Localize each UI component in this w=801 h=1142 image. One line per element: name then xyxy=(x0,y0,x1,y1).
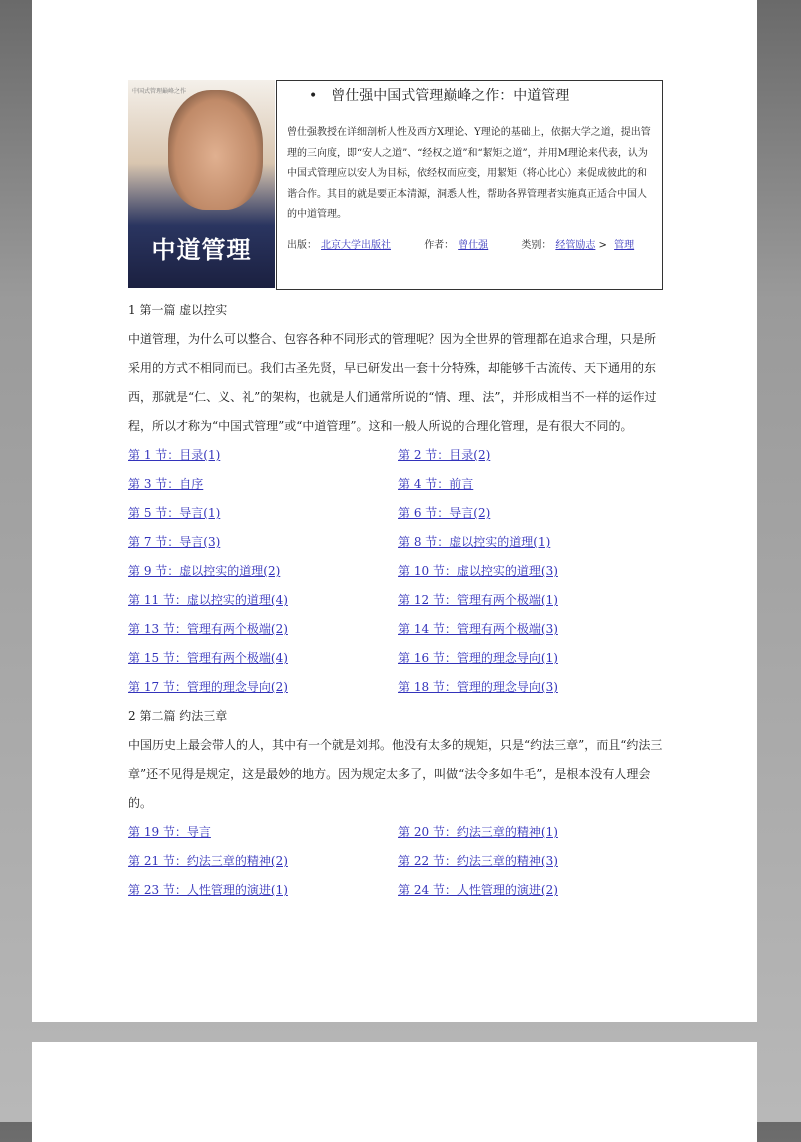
section-heading: 2 第二篇 约法三章 xyxy=(128,709,228,723)
category-label: 类别： xyxy=(521,239,552,251)
category-separator: > xyxy=(595,239,611,251)
chapter-link[interactable]: 第 11 节：虚以控实的道理(4) xyxy=(128,593,288,607)
author-label: 作者： xyxy=(424,239,455,251)
publisher-link[interactable]: 北京大学出版社 xyxy=(321,239,391,251)
book-cover-image xyxy=(128,80,275,288)
cover-title: 中道管理 xyxy=(151,235,252,264)
chapter-link[interactable]: 第 20 节：约法三章的精神(1) xyxy=(398,825,558,839)
chapter-link[interactable]: 第 12 节：管理有两个极端(1) xyxy=(398,593,558,607)
chapter-link[interactable]: 第 18 节：管理的理念导向(3) xyxy=(398,680,558,694)
section-text: 中道管理，为什么可以整合、包容各种不同形式的管理呢？因为全世界的管理都在追求合理，只是所采用的方式不相同而已。我们古圣先贤，早已研发出一套十分特殊，却能够千古流传、天下通用的东西，那就是“仁、义、礼”的架构，也就是人们通常所说的“情、理、法”，并形成相当不一样的运作过程，所以才称为“中国式管理”或“中道管理”。这和一般人所说的合理化管理，是有很大不同的。 xyxy=(128,332,657,433)
cover-subtitle: 中国式管理巅峰之作 xyxy=(132,88,187,95)
chapter-link[interactable]: 第 10 节：虚以控实的道理(3) xyxy=(398,564,558,578)
category-link[interactable]: 经管励志 xyxy=(555,239,596,251)
chapter-link[interactable]: 第 6 节：导言(2) xyxy=(398,506,491,520)
chapter-link[interactable]: 第 21 节：约法三章的精神(2) xyxy=(128,854,288,868)
book-title: • 曾仕强中国式管理巅峰之作：中道管理 xyxy=(287,87,652,105)
book-description: 曾仕强教授在详细剖析人性及西方X理论、Y理论的基础上，依据大学之道，提出管理的三向度，即“安人之道”、“经权之道”和“絜矩之道”，并用M理论来代表，认为中国式管理应以安人为目标，依经权而应变，用絜矩（将心比心）来促成彼此的和谐合作。其目的就是要正本清源，洞悉人性，帮助各界管理者实施真正适合中国人的中道管理。 xyxy=(287,127,651,220)
chapter-link[interactable]: 第 23 节：人性管理的演进(1) xyxy=(128,883,288,897)
chapter-link[interactable]: 第 15 节：管理有两个极端(4) xyxy=(128,651,288,665)
chapter-link[interactable]: 第 7 节：导言(3) xyxy=(128,535,221,549)
chapter-link[interactable]: 第 9 节：虚以控实的道理(2) xyxy=(128,564,281,578)
publisher-label: 出版： xyxy=(287,239,317,251)
chapter-link[interactable]: 第 13 节：管理有两个极端(2) xyxy=(128,622,288,636)
chapter-link[interactable]: 第 4 节：前言 xyxy=(398,477,474,491)
chapter-links xyxy=(128,441,663,702)
book-meta xyxy=(287,236,652,251)
chapter-link[interactable]: 第 8 节：虚以控实的道理(1) xyxy=(398,535,551,549)
chapter-list xyxy=(128,296,663,905)
subcategory-link[interactable]: 管理 xyxy=(614,239,635,251)
chapter-link[interactable]: 第 16 节：管理的理念导向(1) xyxy=(398,651,558,665)
chapter-link[interactable]: 第 22 节：约法三章的精神(3) xyxy=(398,854,558,868)
document-page xyxy=(32,0,757,1022)
chapter-link[interactable]: 第 5 节：导言(1) xyxy=(128,506,221,520)
chapter-link[interactable]: 第 24 节：人性管理的演进(2) xyxy=(398,883,558,897)
chapter-link[interactable]: 第 14 节：管理有两个极端(3) xyxy=(398,622,558,636)
chapter-link[interactable]: 第 3 节：自序 xyxy=(128,477,204,491)
author-link[interactable]: 曾仕强 xyxy=(458,239,489,251)
section-text: 中国历史上最会带人的人，其中有一个就是刘邦。他没有太多的规矩，只是“约法三章”，而且“约法三章”还不见得是规定，这是最妙的地方。因为规定太多了，叫做“法令多如牛毛”，是根本没有人理会的。 xyxy=(128,738,663,810)
next-page xyxy=(32,1042,757,1142)
author-portrait xyxy=(168,90,263,210)
chapter-link[interactable]: 第 1 节：目录(1) xyxy=(128,448,221,462)
chapter-link[interactable]: 第 17 节：管理的理念导向(2) xyxy=(128,680,288,694)
section-heading: 1 第一篇 虚以控实 xyxy=(128,303,228,317)
chapter-link[interactable]: 第 19 节：导言 xyxy=(128,825,211,839)
chapter-link[interactable]: 第 2 节：目录(2) xyxy=(398,448,491,462)
book-info-box xyxy=(276,80,663,290)
chapter-links xyxy=(128,818,663,905)
